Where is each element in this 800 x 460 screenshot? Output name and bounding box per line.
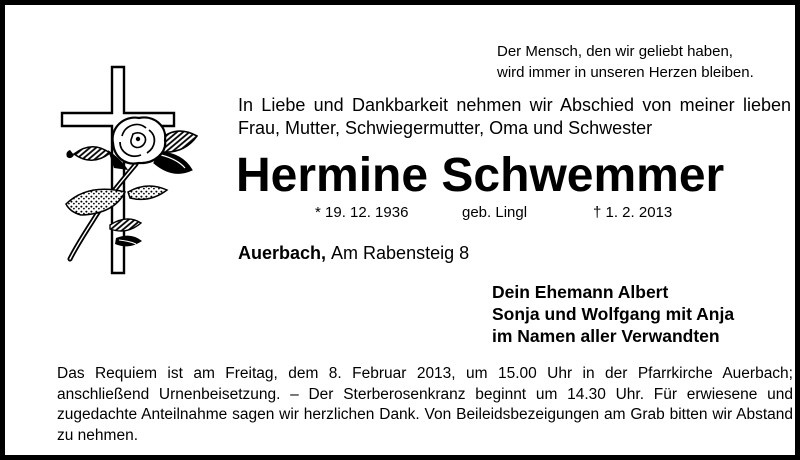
mourners-block [492,281,792,347]
birth-date: * 19. 12. 1936 [315,204,409,221]
mourner-line: im Namen aller Verwandten [492,326,720,346]
funeral-info-paragraph: Das Requiem ist am Freitag, dem 8. Februar 2013, um 15.00 Uhr in der Pfarrkirche Auerbach; anschließend Urnenbeisetzung. – Der Sterberosenkranz beginnt um 14.30 Uhr. Für erwiesene und zugedachte Anteilnahme sagen wir herzlichen Dank. Von Beileidsbezeigungen am Grab bitten wir Abstand zu nehmen. [57,365,793,444]
motto [497,41,797,83]
dates-row [238,204,791,226]
mourner-line: Sonja und Wolfgang mit Anja [492,304,735,324]
motto-line-1: Der Mensch, den wir geliebt haben, [497,43,733,60]
maiden-name: geb. Lingl [462,204,528,221]
death-date: † 1. 2. 2013 [593,204,673,221]
street: Am Rabensteig 8 [331,243,470,263]
deceased-name: Hermine Schwemmer [236,149,725,202]
address-line [238,243,469,264]
cross-rose-icon [30,40,215,285]
mourner-line: Dein Ehemann Albert [492,282,669,302]
intro-paragraph: In Liebe und Dankbarkeit nehmen wir Abschied von meiner lieben Frau, Mutter, Schwiegermutter, Oma und Schwester [238,95,791,138]
motto-line-2: wird immer in unseren Herzen bleiben. [497,64,754,81]
city: Auerbach, [238,243,332,263]
